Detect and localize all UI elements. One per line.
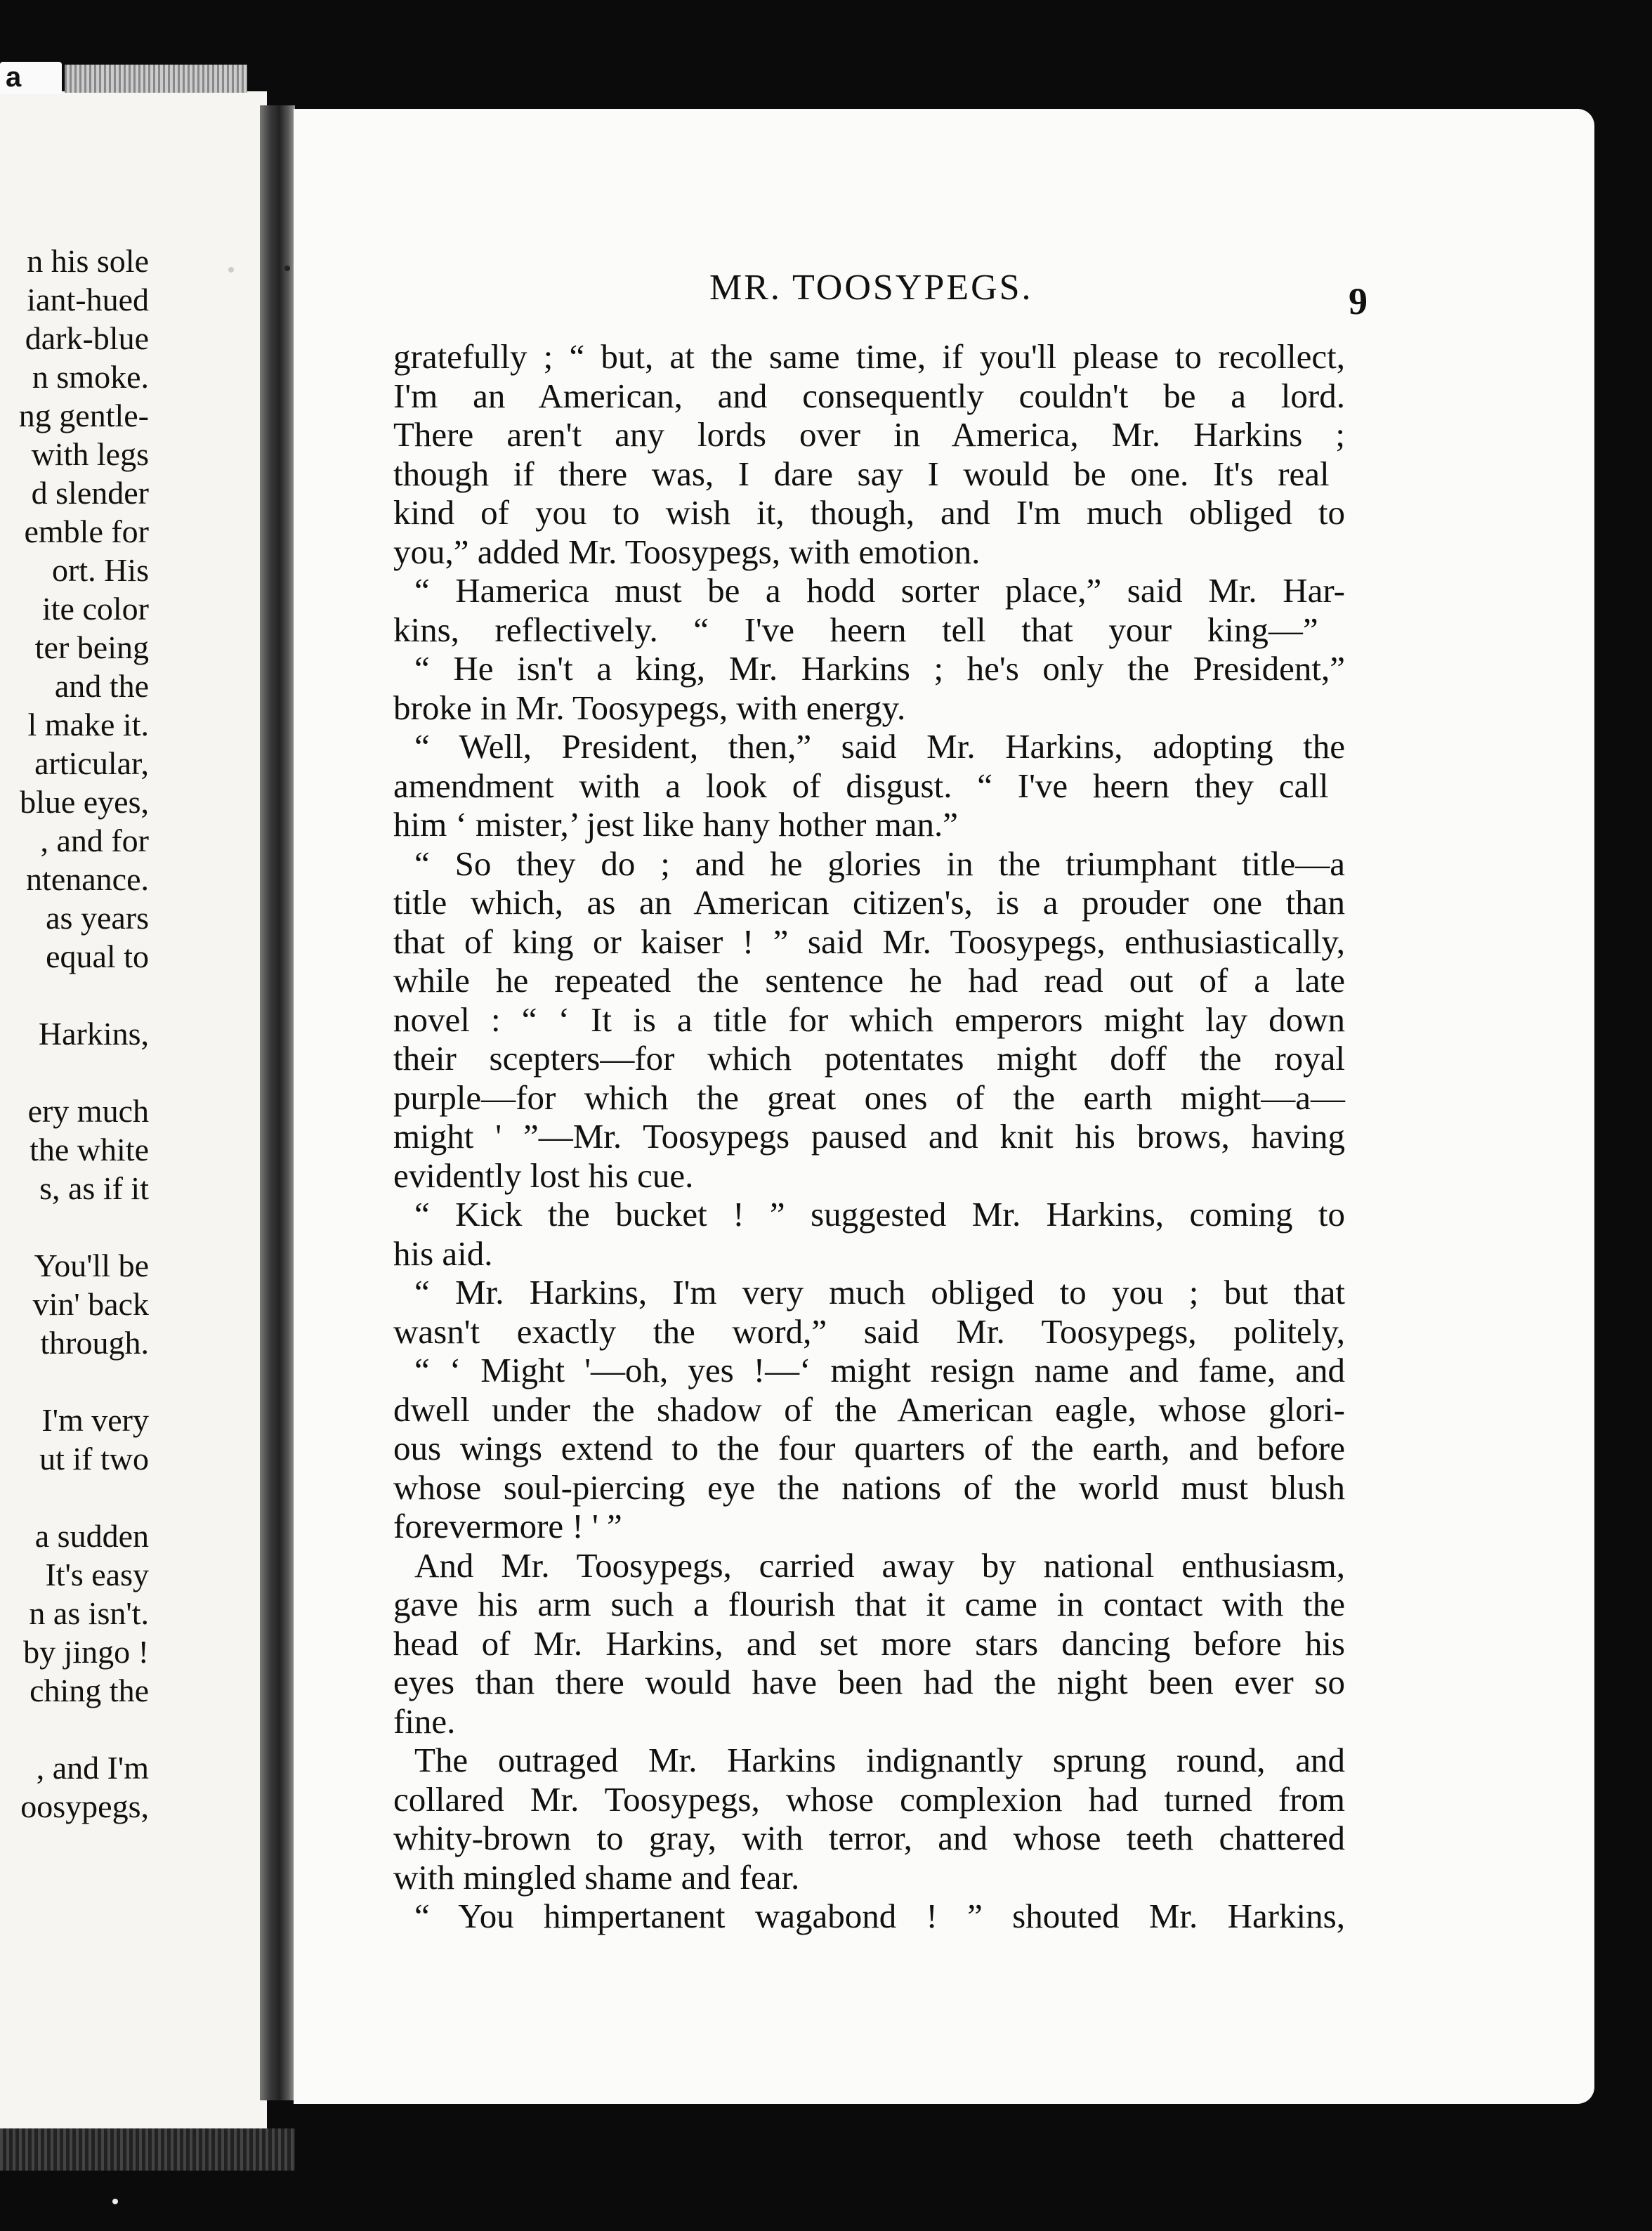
left-page-line: ng gentle- xyxy=(18,398,149,433)
body-text-line: might ' ”—Mr. Toosypegs paused and knit his brows, having xyxy=(393,1117,1345,1156)
body-text-line: “ Well, President, then,” said Mr. Harkins, adopting the xyxy=(414,727,1345,766)
left-page-line: ching the xyxy=(29,1673,149,1708)
body-text-line: “ You himpertanent wagabond ! ” shouted Mr. Harkins, xyxy=(414,1897,1345,1935)
left-page-line: equal to xyxy=(46,938,149,974)
body-text-line: “ He isn't a king, Mr. Harkins ; he's only the President,” xyxy=(414,649,1345,688)
left-page-tab xyxy=(0,62,62,94)
body-text-line: I'm an American, and consequently couldn't be a lord. xyxy=(393,376,1345,415)
body-text-line: kins, reflectively. “ I've heern tell that your king—” xyxy=(393,610,1318,649)
left-page-line: by jingo ! xyxy=(23,1634,149,1670)
body-text-line: gave his arm such a flourish that it came in contact with the xyxy=(393,1585,1345,1623)
body-text-line: There aren't any lords over in America, Mr. Harkins ; xyxy=(393,415,1345,454)
body-text-line: “ Kick the bucket ! ” suggested Mr. Harkins, coming to xyxy=(414,1195,1345,1234)
body-text-line: their scepters—for which potentates might doff the royal xyxy=(393,1039,1345,1078)
body-text-line: broke in Mr. Toosypegs, with energy. xyxy=(393,688,906,727)
left-page-line: ter being xyxy=(34,629,149,665)
body-text-line: “ So they do ; and he glories in the triumphant title—a xyxy=(414,844,1345,883)
left-page-line: iant-hued xyxy=(27,282,149,318)
left-page-line: l make it. xyxy=(27,707,149,742)
body-text-line: title which, as an American citizen's, is a prouder one than xyxy=(393,883,1345,922)
speck-mark xyxy=(284,266,290,271)
left-tab-letter: a xyxy=(6,62,22,93)
body-text-line: forevermore ! ' ” xyxy=(393,1507,622,1545)
body-text-line: though if there was, I dare say I would be one. It's real xyxy=(393,454,1330,493)
speck-mark xyxy=(112,2199,118,2204)
left-headband xyxy=(65,65,247,93)
body-text-line: “ ‘ Might '—oh, yes !—‘ might resign name and fame, and xyxy=(414,1351,1345,1389)
body-text-line: “ Mr. Harkins, I'm very much obliged to you ; but that xyxy=(414,1273,1345,1311)
left-page-line: , and I'm xyxy=(36,1750,149,1786)
body-text-line: “ Hamerica must be a hodd sorter place,” said Mr. Har- xyxy=(414,571,1345,610)
body-text-line: purple—for which the great ones of the earth might—a— xyxy=(393,1078,1345,1117)
page-number: 9 xyxy=(1349,280,1368,322)
body-text-line: while he repeated the sentence he had read out of a late xyxy=(393,961,1345,1000)
left-page-line: n as isn't. xyxy=(29,1595,149,1631)
left-page-line: as years xyxy=(46,900,149,936)
left-page-line: d slender xyxy=(31,475,149,511)
body-text-line: him ‘ mister,’ jest like hany hother man.” xyxy=(393,805,959,844)
left-page-line: ort. His xyxy=(52,552,149,588)
left-page-line: , and for xyxy=(40,823,149,858)
left-page-line: n his sole xyxy=(27,243,149,279)
left-page-line: It's easy xyxy=(45,1557,149,1592)
left-page-line: through. xyxy=(40,1325,149,1361)
left-page-line: You'll be xyxy=(34,1248,149,1283)
body-text-line: collared Mr. Toosypegs, whose complexion had turned from xyxy=(393,1779,1345,1819)
left-page-line: oosypegs, xyxy=(20,1788,149,1824)
left-page-line: I'm very xyxy=(41,1402,149,1438)
body-text-line: fine. xyxy=(393,1701,456,1741)
body-text-line: whity-brown to gray, with terror, and whose teeth chattered xyxy=(393,1819,1345,1857)
left-page-line: emble for xyxy=(24,513,149,549)
body-text-line: with mingled shame and fear. xyxy=(393,1857,800,1897)
left-page xyxy=(0,91,267,2128)
body-text-line: whose soul-piercing eye the nations of the world must blush xyxy=(393,1467,1345,1507)
left-page-line: a sudden xyxy=(34,1518,149,1554)
left-page-line: ntenance. xyxy=(26,861,149,897)
left-page-line: s, as if it xyxy=(39,1170,149,1206)
body-text-line: head of Mr. Harkins, and set more stars dancing before his xyxy=(393,1623,1345,1663)
body-text-line: kind of you to wish it, though, and I'm much obliged to xyxy=(393,493,1345,532)
left-page-line: vin' back xyxy=(32,1286,149,1322)
left-page-line: with legs xyxy=(31,436,149,472)
body-text-line: you,” added Mr. Toosypegs, with emotion. xyxy=(393,532,981,571)
left-page-line: and the xyxy=(54,668,149,704)
body-text-line: wasn't exactly the word,” said Mr. Toosypegs, politely, xyxy=(393,1311,1345,1351)
body-text-line: evidently lost his cue. xyxy=(393,1156,694,1195)
body-text-line: eyes than there would have been had the night been ever so xyxy=(393,1663,1345,1701)
left-page-line: ery much xyxy=(27,1093,149,1129)
body-text-line: dwell under the shadow of the American eagle, whose glori- xyxy=(393,1389,1345,1429)
speck-mark xyxy=(228,267,234,273)
body-text-line: The outraged Mr. Harkins indignantly sprung round, and xyxy=(414,1741,1345,1779)
bottom-binding xyxy=(0,2128,295,2171)
left-page-line: n smoke. xyxy=(32,359,149,395)
body-text-line: novel : “ ‘ It is a title for which emperors might lay down xyxy=(393,1000,1345,1039)
left-page-line: articular, xyxy=(34,745,149,781)
left-page-line: ut if two xyxy=(39,1441,149,1477)
body-text-line: that of king or kaiser ! ” said Mr. Toosypegs, enthusiastically, xyxy=(393,922,1345,961)
running-head: MR. TOOSYPEGS. xyxy=(709,268,1033,308)
left-page-line: dark-blue xyxy=(25,320,149,356)
left-page-line: the white xyxy=(29,1132,149,1167)
body-text-line: gratefully ; “ but, at the same time, if you'll please to recollect, xyxy=(393,337,1345,376)
body-text-line: And Mr. Toosypegs, carried away by national enthusiasm, xyxy=(414,1545,1345,1585)
left-page-line: Harkins, xyxy=(38,1016,149,1052)
book-gutter xyxy=(260,105,295,2100)
left-page-line: blue eyes, xyxy=(20,784,149,820)
body-text-line: amendment with a look of disgust. “ I've heern they call xyxy=(393,766,1329,805)
body-text-line: his aid. xyxy=(393,1234,493,1273)
body-text-line: ous wings extend to the four quarters of the earth, and before xyxy=(393,1429,1345,1467)
left-page-line: ite color xyxy=(42,591,149,627)
